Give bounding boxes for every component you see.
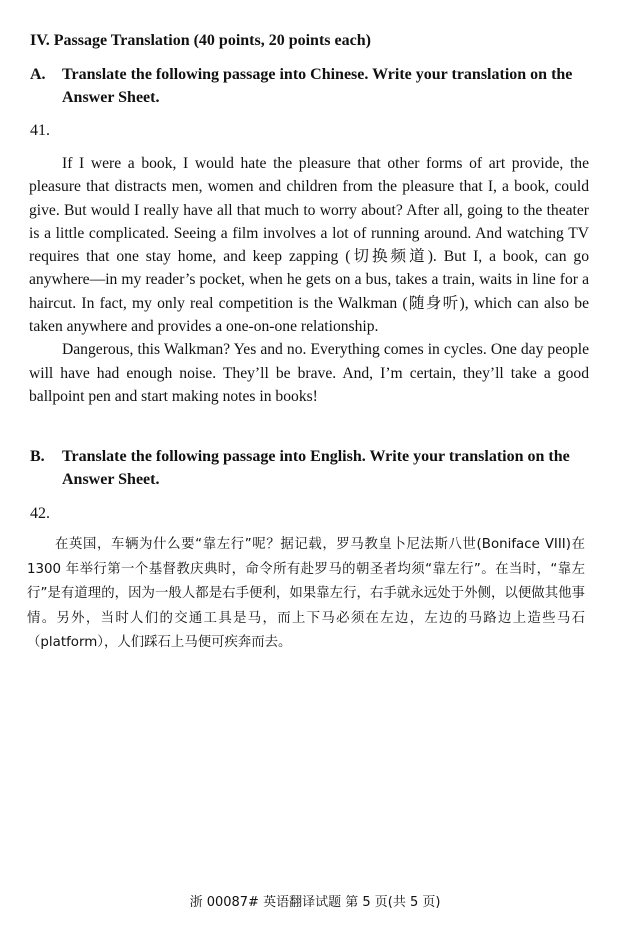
part-b-instruction-block: [30, 445, 590, 491]
part-a-instruction-block: [30, 63, 590, 109]
section-heading: IV. Passage Translation (40 points, 20 points each): [30, 32, 371, 49]
question-41-number: 41.: [30, 122, 50, 139]
english-passage: [29, 152, 589, 408]
part-a-instruction: Translate the following passage into Chinese. Write your translation on the Answer Sheet.: [62, 66, 573, 106]
english-paragraph-2: Dangerous, this Walkman? Yes and no. Everything comes in cycles. One day people will have had enough noise. They’ll be brave. And, I’m certain, they’ll take a good ballpoint pen and start making notes in books!: [29, 341, 589, 405]
part-b-letter: B.: [30, 448, 45, 465]
english-paragraph-1: If I were a book, I would hate the pleasure that other forms of art provide, the pleasure that distracts men, women and children from the pleasure that I, a book, could give. But would I really have all that much to worry about? After all, going to the theater is a little complicated. Seeing a film involves a lot of running around. And watching TV requires that one stay home, and keep zapping (切换频道). But I, a book, can go anywhere—in my reader’s pocket, when he gets on a bus, takes a train, waits in line for a haircut. In fact, my only real competition is the Walkman (随身听), which can also be taken anywhere and provides a one-on-one relationship.: [29, 155, 589, 336]
question-42-number: 42.: [30, 505, 50, 522]
part-a-letter: A.: [30, 66, 46, 83]
chinese-passage: 在英国，车辆为什么要“靠左行”呢？据记载，罗马教皇卜尼法斯八世(Boniface VIII)在 1300 年举行第一个基督教庆典时，命令所有赴罗马的朝圣者均须“靠左行”。在当时，“靠左行”是有道理的，因为一般人都是右手便利，如果靠左行，右手就永远处于外侧，以便做其他事情。另外，当时人们的交通工具是马，而上下马必须在左边，左边的马路边上造些马石（platform），人们踩石上马便可疾奔而去。: [27, 537, 585, 650]
part-b-instruction: Translate the following passage into English. Write your translation on the Answer Sheet.: [62, 448, 570, 488]
page-footer: 浙 00087# 英语翻译试题 第 5 页(共 5 页): [189, 895, 441, 910]
